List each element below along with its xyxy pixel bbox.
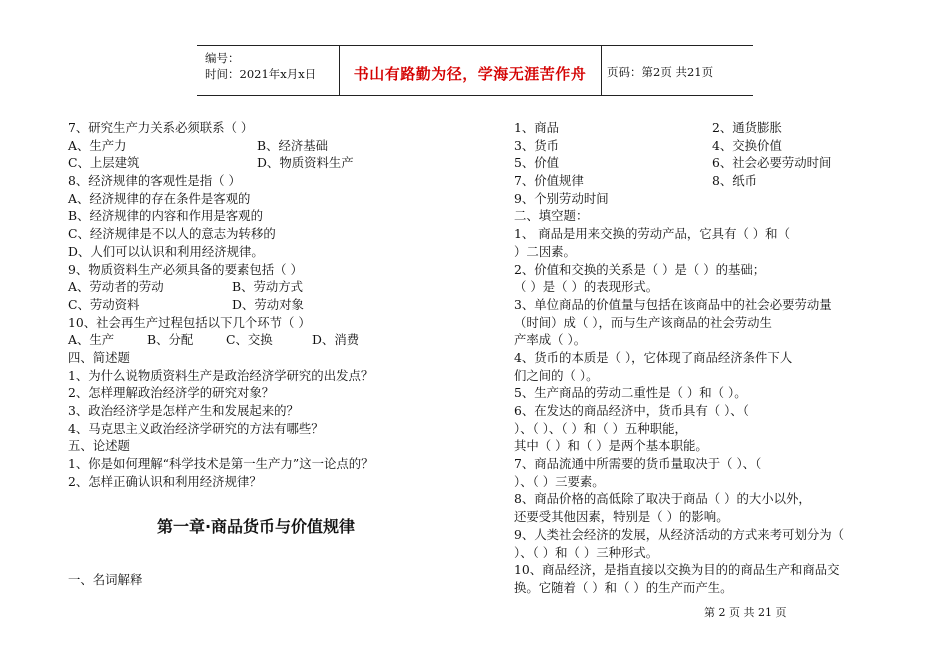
fill-question: 8、商品价格的高低除了取决于商品（ ）的大小以外， [514,491,811,507]
fill-question: 4、货币的本质是（ ），它体现了商品经济条件下人 [514,349,793,365]
option-b: B、劳动方式 [232,279,304,295]
term: 2、通货膨胀 [712,120,782,135]
fill-question: 3、单位商品的价值量与包括在该商品中的社会必要劳动量 [514,296,832,312]
fill-question: 产率成（ ）。 [514,332,587,348]
fill-question: ）二因素。 [514,243,576,259]
term: 5、价值 [514,155,560,171]
document-header [197,45,753,96]
short-question: 2、怎样理解政治经济学的研究对象？ [68,385,275,401]
fill-question: （时间）成（ ），而与生产该商品的社会劳动生 [514,314,772,330]
question-10: 10、社会再生产过程包括以下几个环节（ ） [68,314,311,330]
essay-question: 1、你是如何理解“科学技术是第一生产力”这一论点的？ [68,456,374,472]
term: 6、社会必要劳动时间 [712,155,832,171]
section-heading: 五、论述题 [68,438,130,454]
fill-question: 7、商品流通中所需要的货币量取决于（ ）、（ [514,456,762,472]
option-b: B、经济基础 [257,137,329,153]
option-a: A、生产 [68,332,115,348]
options-row [68,278,468,296]
header-divider [601,46,602,95]
chapter-title: 第一章·商品货币与价值规律 [156,517,356,536]
option-d: D、消费 [312,332,360,348]
page-label: 页码：第2页 共21页 [607,65,714,79]
fill-question: 10、商品经济，是指直接以交换为目的的商品生产和商品交 [514,562,840,578]
options-row [68,154,468,172]
option-a: A、生产力 [68,137,127,153]
term: 1、商品 [514,120,560,135]
option-b: B、分配 [147,332,194,348]
fill-question: 其中（ ）和（ ）是两个基本职能。 [514,438,708,454]
option-d: D、人们可以认识和利用经济规律。 [68,243,264,259]
option-d: D、劳动对象 [232,296,304,312]
option-c: C、经济规律是不以人的意志为转移的 [68,226,276,242]
section-heading [68,571,142,589]
fill-question: 5、生产商品的劳动二重性是（ ）和（ ）。 [514,385,747,401]
right-column [514,119,894,597]
fill-question: 9、人类社会经济的发展，从经济活动的方式来考可划分为（ [514,526,845,542]
fill-question: 们之间的（ ）。 [514,367,599,383]
options-row [68,137,468,155]
options-row [68,296,468,314]
question-7: 7、研究生产力关系必须联系（ ） [68,120,254,135]
section-heading-text: 一、名词解释 [68,572,143,587]
term: 3、货币 [514,137,560,153]
fill-question: ）、（ ）、（ ）和（ ）五种职能， [514,420,687,436]
option-c: C、劳动资料 [68,296,140,312]
essay-question: 2、怎样正确认识和利用经济规律？ [68,473,262,489]
motto: 书山有路勤为径，学海无涯苦作舟 [353,65,587,83]
option-a: A、经济规律的存在条件是客观的 [68,190,251,206]
fill-question: 2、价值和交换的关系是（ ）是（ ）的基础； [514,261,766,277]
terms-row [514,172,894,190]
fill-question: （ ）是（ ）的表现形式。 [514,279,659,295]
question-9: 9、物质资料生产必须具备的要素包括（ ） [68,261,303,277]
term: 8、纸币 [712,173,758,189]
option-c: C、交换 [226,332,273,348]
question-8: 8、经济规律的客观性是指（ ） [68,173,241,189]
fill-question: ）、（ ）三要素。 [514,473,605,489]
fill-question: 1、 商品是用来交换的劳动产品，它具有（ ）和（ [514,226,790,242]
short-question: 3、政治经济学是怎样产生和发展起来的？ [68,403,299,418]
terms-row [514,154,894,172]
terms-row [514,119,894,137]
fill-question: ）、（ ）和（ ）三种形式。 [514,544,659,560]
fill-question: 还要受其他因素，特别是（ ）的影响。 [514,509,729,525]
terms-row [514,137,894,155]
options-row [68,331,468,349]
fill-question: 换。它随着（ ）和（ ）的生产而产生。 [514,579,733,595]
fill-question: 6、在发达的商品经济中，货币具有（ ）、（ [514,403,749,418]
section-heading: 四、简述题 [68,349,130,365]
page-footer: 第 2 页 共 21 页 [704,606,787,619]
term: 9、个别劳动时间 [514,190,609,206]
short-question: 1、为什么说物质资料生产是政治经济学研究的出发点？ [68,367,374,383]
option-b: B、经济规律的内容和作用是客观的 [68,208,263,224]
term: 7、价值规律 [514,173,584,189]
term: 4、交换价值 [712,137,782,153]
option-d: D、物质资料生产 [257,155,354,171]
left-column [68,119,468,490]
time-label: 时间：2021年x月x日 [205,67,317,81]
option-a: A、劳动者的劳动 [68,279,164,295]
option-c: C、上层建筑 [68,155,140,171]
section-heading: 二、填空题： [514,208,589,224]
number-label: 编号： [205,51,240,65]
short-question: 4、马克思主义政治经济学研究的方法有哪些？ [68,420,324,436]
